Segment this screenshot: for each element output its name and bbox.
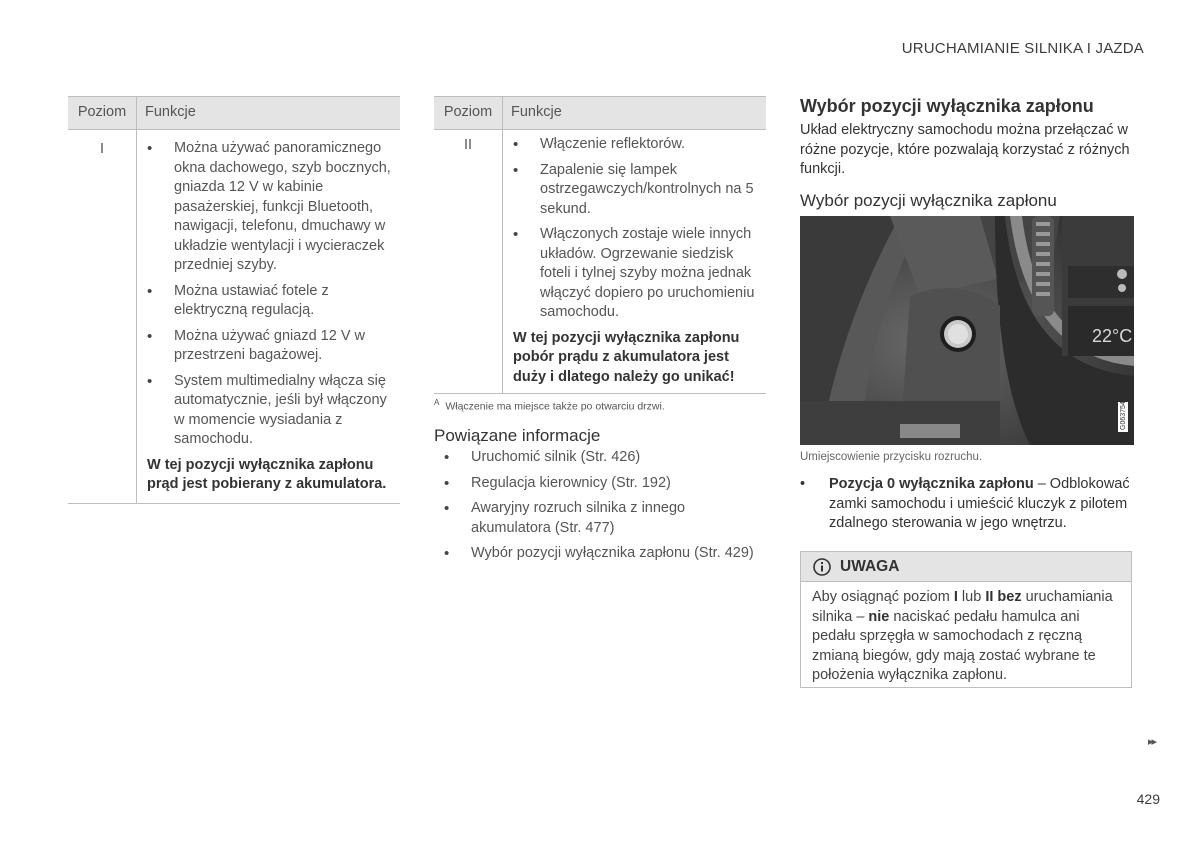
start-button-photo bbox=[800, 216, 1134, 445]
ignition-position-item bbox=[800, 475, 1136, 534]
column-header-level: Poziom bbox=[434, 97, 503, 130]
section-header: URUCHAMIANIE SILNIKA I JAZDA bbox=[901, 40, 1144, 57]
page-number: 429 bbox=[1136, 791, 1160, 807]
note-bold: II bez bbox=[985, 589, 1022, 605]
function-table-level-1 bbox=[68, 96, 400, 504]
related-title: Powiązane informacje bbox=[434, 426, 601, 445]
related-link[interactable]: • Awaryjny rozruch silnika z innego akumulatora (Str. 477) bbox=[434, 499, 764, 538]
related-list bbox=[434, 448, 764, 564]
list-item: • Zapalenie się lampek ostrzegawczych/kontrolnych na 5 sekund. bbox=[503, 161, 756, 220]
footnote bbox=[434, 398, 665, 413]
list-item: • System multimedialny włącza się automatycznie, jeśli był włączony w momencie wysiadania z samochodu. bbox=[137, 372, 392, 450]
note-body bbox=[801, 582, 1131, 686]
level-cell: I bbox=[68, 130, 137, 504]
note-text: lub bbox=[957, 589, 986, 605]
note-box bbox=[800, 551, 1132, 688]
note-text: naciskać pedału hamulca ani pedału sprzęgła w samochodach z ręczną zmianą biegów, gdy mają zostać wybrane te położenia wyłącznika zapłonu. bbox=[812, 608, 1096, 683]
warning-text: W tej pozycji wyłącznika zapłonu pobór prądu z akumulatora jest duży i dlatego należy go unikać! bbox=[513, 329, 740, 385]
function-cell bbox=[137, 130, 401, 504]
related-link[interactable]: • Regulacja kierownicy (Str. 192) bbox=[434, 474, 764, 494]
list-item: • Można używać gniazd 12 V w przestrzeni bagażowej. bbox=[137, 327, 392, 366]
photo-code: G063754 bbox=[1120, 401, 1127, 430]
function-cell bbox=[503, 130, 767, 394]
related-info bbox=[434, 426, 764, 570]
bullet-icon: • bbox=[800, 476, 806, 492]
note-bold: I bbox=[953, 589, 958, 605]
note-title: UWAGA bbox=[840, 557, 900, 575]
warning-text: W tej pozycji wyłącznika zapłonu prąd jest pobierany z akumulatora. bbox=[147, 456, 387, 492]
section-title: Wybór pozycji wyłącznika zapłonu bbox=[800, 96, 1094, 116]
function-list bbox=[503, 135, 756, 323]
footnote-marker: A bbox=[434, 398, 440, 407]
continue-arrows-icon: ▸▸ bbox=[1148, 736, 1156, 748]
related-link[interactable]: • Uruchomić silnik (Str. 426) bbox=[434, 448, 764, 468]
list-item: • Można używać panoramicznego okna dachowego, szyb bocznych, gniazda 12 V w kabinie pasażerskiej, funkcji Bluetooth, nawigacji, telefonu, dmuchawy w układzie wentylacji i wycieraczek przedniej szyby. bbox=[137, 139, 392, 276]
column-header-function: Funkcje bbox=[503, 97, 767, 130]
note-header bbox=[801, 552, 1131, 582]
function-list bbox=[137, 139, 392, 450]
related-link[interactable]: • Wybór pozycji wyłącznika zapłonu (Str. 429) bbox=[434, 544, 764, 564]
column-header-function: Funkcje bbox=[137, 97, 401, 130]
function-table-level-2 bbox=[434, 96, 766, 394]
note-bold: nie bbox=[868, 608, 890, 625]
photo-caption: Umiejscowienie przycisku rozruchu. bbox=[800, 451, 983, 463]
footnote-text: Włączenie ma miejsce także po otwarciu drzwi. bbox=[445, 400, 665, 413]
list-item: • Włączenie reflektorów. bbox=[503, 135, 756, 155]
list-item: • Włączonych zostaje wiele innych układów. Ogrzewanie siedzisk foteli i tylnej szyby można jednak włączyć dopiero po uruchomieniu samochodu. bbox=[503, 225, 756, 323]
note-text: Aby osiągnąć poziom bbox=[812, 589, 954, 605]
info-icon bbox=[813, 558, 831, 576]
list-item: • Można ustawiać fotele z elektryczną regulacją. bbox=[137, 282, 392, 321]
dashboard-illustration bbox=[800, 216, 1134, 445]
column-header-level: Poziom bbox=[68, 97, 137, 130]
position-label: Pozycja 0 wyłącznika zapłonu bbox=[829, 476, 1034, 492]
subsection-title: Wybór pozycji wyłącznika zapłonu bbox=[800, 191, 1057, 210]
temperature-readout: 22°C bbox=[1092, 326, 1133, 346]
note-text: uruchamiania silnika – bbox=[812, 589, 1113, 625]
intro-paragraph: Układ elektryczny samochodu można przełączać w różne pozycje, które pozwalają korzystać z różnych funkcji. bbox=[800, 122, 1130, 177]
position-description: – Odblokować zamki samochodu i umieścić kluczyk z pilotem zdalnego sterowania w jego wnętrzu. bbox=[829, 476, 1130, 531]
level-cell: II bbox=[434, 130, 503, 394]
